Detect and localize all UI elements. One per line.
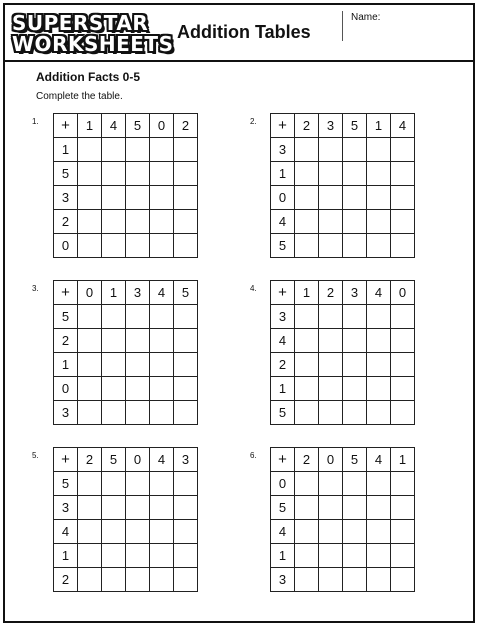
answer-cell[interactable] bbox=[150, 162, 174, 186]
answer-cell[interactable] bbox=[126, 162, 150, 186]
answer-cell[interactable] bbox=[150, 329, 174, 353]
answer-cell[interactable] bbox=[102, 496, 126, 520]
answer-cell[interactable] bbox=[150, 568, 174, 592]
answer-cell[interactable] bbox=[367, 377, 391, 401]
answer-cell[interactable] bbox=[343, 401, 367, 425]
table-row bbox=[271, 186, 415, 210]
answer-cell[interactable] bbox=[295, 234, 319, 258]
table-row bbox=[54, 568, 198, 592]
side-number: 1 bbox=[271, 162, 295, 186]
answer-cell[interactable] bbox=[295, 305, 319, 329]
table-row bbox=[271, 353, 415, 377]
answer-cell[interactable] bbox=[150, 186, 174, 210]
answer-cell[interactable] bbox=[102, 401, 126, 425]
answer-cell[interactable] bbox=[295, 186, 319, 210]
answer-cell[interactable] bbox=[174, 401, 198, 425]
answer-cell[interactable] bbox=[295, 544, 319, 568]
superstar-logo bbox=[12, 11, 174, 57]
answer-cell[interactable] bbox=[295, 377, 319, 401]
answer-cell[interactable] bbox=[343, 377, 367, 401]
answer-cell[interactable] bbox=[343, 353, 367, 377]
answer-cell[interactable] bbox=[126, 353, 150, 377]
answer-cell[interactable] bbox=[174, 210, 198, 234]
page-title: Addition Tables bbox=[177, 22, 311, 42]
side-number: 3 bbox=[271, 305, 295, 329]
answer-cell[interactable] bbox=[78, 305, 102, 329]
top-number: 4 bbox=[150, 448, 174, 472]
table-row bbox=[271, 472, 415, 496]
top-number: 0 bbox=[319, 448, 343, 472]
answer-cell[interactable] bbox=[319, 186, 343, 210]
answer-cell[interactable] bbox=[367, 329, 391, 353]
table-row bbox=[271, 234, 415, 258]
answer-cell[interactable] bbox=[343, 234, 367, 258]
table-row bbox=[271, 162, 415, 186]
answer-cell[interactable] bbox=[126, 138, 150, 162]
side-number: 3 bbox=[271, 568, 295, 592]
answer-cell[interactable] bbox=[150, 353, 174, 377]
problem-6-table bbox=[270, 447, 415, 592]
answer-cell[interactable] bbox=[391, 401, 415, 425]
top-number: 1 bbox=[391, 448, 415, 472]
answer-cell[interactable] bbox=[391, 138, 415, 162]
answer-cell[interactable] bbox=[102, 520, 126, 544]
answer-cell[interactable] bbox=[391, 568, 415, 592]
problem-5-table bbox=[53, 447, 198, 592]
answer-cell[interactable] bbox=[150, 496, 174, 520]
logo-line-1: SUPERSTAR bbox=[12, 11, 149, 35]
answer-cell[interactable] bbox=[391, 472, 415, 496]
table-row bbox=[271, 496, 415, 520]
answer-cell[interactable] bbox=[343, 520, 367, 544]
answer-cell[interactable] bbox=[102, 186, 126, 210]
header bbox=[5, 5, 473, 62]
answer-cell[interactable] bbox=[391, 377, 415, 401]
answer-cell[interactable] bbox=[126, 329, 150, 353]
answer-cell[interactable] bbox=[150, 305, 174, 329]
side-number: 3 bbox=[54, 401, 78, 425]
side-number: 4 bbox=[271, 329, 295, 353]
answer-cell[interactable] bbox=[367, 162, 391, 186]
problem-3-number: 3. bbox=[32, 284, 39, 293]
answer-cell[interactable] bbox=[126, 544, 150, 568]
answer-cell[interactable] bbox=[126, 568, 150, 592]
plus-sign: + bbox=[54, 114, 78, 138]
answer-cell[interactable] bbox=[391, 520, 415, 544]
answer-cell[interactable] bbox=[102, 377, 126, 401]
side-number: 1 bbox=[54, 353, 78, 377]
plus-sign: + bbox=[271, 281, 295, 305]
side-number: 1 bbox=[54, 544, 78, 568]
answer-cell[interactable] bbox=[78, 186, 102, 210]
answer-cell[interactable] bbox=[174, 186, 198, 210]
name-label: Name: bbox=[351, 12, 381, 23]
side-number: 0 bbox=[271, 472, 295, 496]
answer-cell[interactable] bbox=[319, 401, 343, 425]
side-number: 5 bbox=[271, 234, 295, 258]
table-row bbox=[271, 401, 415, 425]
table-row bbox=[54, 377, 198, 401]
answer-cell[interactable] bbox=[319, 568, 343, 592]
answer-cell[interactable] bbox=[319, 377, 343, 401]
name-field[interactable] bbox=[342, 11, 380, 41]
answer-cell[interactable] bbox=[102, 568, 126, 592]
answer-cell[interactable] bbox=[174, 496, 198, 520]
table-row bbox=[271, 520, 415, 544]
answer-cell[interactable] bbox=[319, 472, 343, 496]
answer-cell[interactable] bbox=[150, 520, 174, 544]
answer-cell[interactable] bbox=[78, 401, 102, 425]
table-row bbox=[271, 544, 415, 568]
answer-cell[interactable] bbox=[102, 329, 126, 353]
answer-cell[interactable] bbox=[295, 401, 319, 425]
answer-cell[interactable] bbox=[295, 520, 319, 544]
answer-cell[interactable] bbox=[319, 353, 343, 377]
answer-cell[interactable] bbox=[295, 568, 319, 592]
top-number: 5 bbox=[343, 448, 367, 472]
answer-cell[interactable] bbox=[174, 520, 198, 544]
table-row bbox=[271, 305, 415, 329]
answer-cell[interactable] bbox=[367, 520, 391, 544]
top-number: 2 bbox=[78, 448, 102, 472]
top-number: 3 bbox=[319, 114, 343, 138]
side-number: 3 bbox=[54, 186, 78, 210]
side-number: 5 bbox=[54, 305, 78, 329]
answer-cell[interactable] bbox=[102, 162, 126, 186]
answer-cell[interactable] bbox=[126, 472, 150, 496]
problem-1-table bbox=[53, 113, 198, 258]
top-number: 1 bbox=[367, 114, 391, 138]
answer-cell[interactable] bbox=[174, 305, 198, 329]
table-row bbox=[271, 377, 415, 401]
answer-cell[interactable] bbox=[391, 186, 415, 210]
logo-line-2: WORKSHEETS bbox=[12, 32, 174, 56]
answer-cell[interactable] bbox=[367, 186, 391, 210]
answer-cell[interactable] bbox=[343, 138, 367, 162]
answer-cell[interactable] bbox=[367, 496, 391, 520]
answer-cell[interactable] bbox=[78, 472, 102, 496]
answer-cell[interactable] bbox=[78, 162, 102, 186]
table-row bbox=[54, 353, 198, 377]
side-number: 1 bbox=[54, 138, 78, 162]
table-row bbox=[271, 210, 415, 234]
answer-cell[interactable] bbox=[174, 138, 198, 162]
answer-cell[interactable] bbox=[150, 544, 174, 568]
answer-cell[interactable] bbox=[367, 544, 391, 568]
answer-cell[interactable] bbox=[174, 377, 198, 401]
top-number: 1 bbox=[78, 114, 102, 138]
answer-cell[interactable] bbox=[150, 138, 174, 162]
top-number: 0 bbox=[78, 281, 102, 305]
side-number: 2 bbox=[54, 329, 78, 353]
answer-cell[interactable] bbox=[174, 568, 198, 592]
answer-cell[interactable] bbox=[367, 401, 391, 425]
top-number: 4 bbox=[150, 281, 174, 305]
answer-cell[interactable] bbox=[343, 496, 367, 520]
answer-cell[interactable] bbox=[102, 210, 126, 234]
side-number: 5 bbox=[271, 496, 295, 520]
instructions: Complete the table. bbox=[36, 91, 123, 102]
answer-cell[interactable] bbox=[319, 210, 343, 234]
answer-cell[interactable] bbox=[319, 234, 343, 258]
top-number: 4 bbox=[367, 448, 391, 472]
answer-cell[interactable] bbox=[367, 234, 391, 258]
answer-cell[interactable] bbox=[343, 544, 367, 568]
table-row bbox=[54, 401, 198, 425]
top-number: 2 bbox=[295, 114, 319, 138]
table-row bbox=[54, 162, 198, 186]
answer-cell[interactable] bbox=[78, 568, 102, 592]
side-number: 5 bbox=[54, 472, 78, 496]
side-number: 2 bbox=[271, 353, 295, 377]
answer-cell[interactable] bbox=[319, 496, 343, 520]
top-number: 4 bbox=[102, 114, 126, 138]
side-number: 0 bbox=[54, 377, 78, 401]
table-header-row bbox=[271, 114, 415, 138]
side-number: 5 bbox=[271, 401, 295, 425]
answer-cell[interactable] bbox=[150, 401, 174, 425]
table-row bbox=[54, 329, 198, 353]
answer-cell[interactable] bbox=[367, 568, 391, 592]
answer-cell[interactable] bbox=[174, 353, 198, 377]
answer-cell[interactable] bbox=[102, 353, 126, 377]
top-number: 3 bbox=[126, 281, 150, 305]
top-number: 2 bbox=[295, 448, 319, 472]
answer-cell[interactable] bbox=[78, 377, 102, 401]
side-number: 4 bbox=[54, 520, 78, 544]
answer-cell[interactable] bbox=[126, 186, 150, 210]
table-row bbox=[271, 329, 415, 353]
answer-cell[interactable] bbox=[343, 472, 367, 496]
table-header-row bbox=[54, 114, 198, 138]
plus-sign: + bbox=[54, 448, 78, 472]
answer-cell[interactable] bbox=[126, 305, 150, 329]
table-row bbox=[54, 472, 198, 496]
side-number: 2 bbox=[54, 210, 78, 234]
answer-cell[interactable] bbox=[319, 520, 343, 544]
plus-sign: + bbox=[54, 281, 78, 305]
answer-cell[interactable] bbox=[391, 496, 415, 520]
plus-sign: + bbox=[271, 114, 295, 138]
answer-cell[interactable] bbox=[343, 162, 367, 186]
problem-4-number: 4. bbox=[250, 284, 257, 293]
side-number: 4 bbox=[271, 210, 295, 234]
answer-cell[interactable] bbox=[150, 472, 174, 496]
top-number: 1 bbox=[295, 281, 319, 305]
table-header-row bbox=[54, 448, 198, 472]
answer-cell[interactable] bbox=[102, 138, 126, 162]
section-title: Addition Facts 0-5 bbox=[36, 70, 141, 84]
top-number: 5 bbox=[102, 448, 126, 472]
top-number: 5 bbox=[343, 114, 367, 138]
answer-cell[interactable] bbox=[391, 305, 415, 329]
table-header-row bbox=[271, 448, 415, 472]
answer-cell[interactable] bbox=[102, 544, 126, 568]
top-number: 1 bbox=[102, 281, 126, 305]
answer-cell[interactable] bbox=[295, 162, 319, 186]
plus-sign: + bbox=[271, 448, 295, 472]
answer-cell[interactable] bbox=[126, 401, 150, 425]
top-number: 5 bbox=[126, 114, 150, 138]
answer-cell[interactable] bbox=[78, 544, 102, 568]
answer-cell[interactable] bbox=[174, 472, 198, 496]
side-number: 2 bbox=[54, 568, 78, 592]
answer-cell[interactable] bbox=[102, 472, 126, 496]
side-number: 0 bbox=[271, 186, 295, 210]
top-number: 2 bbox=[174, 114, 198, 138]
answer-cell[interactable] bbox=[343, 210, 367, 234]
top-number: 3 bbox=[174, 448, 198, 472]
answer-cell[interactable] bbox=[295, 210, 319, 234]
answer-cell[interactable] bbox=[78, 329, 102, 353]
answer-cell[interactable] bbox=[319, 162, 343, 186]
side-number: 1 bbox=[271, 377, 295, 401]
answer-cell[interactable] bbox=[150, 210, 174, 234]
answer-cell[interactable] bbox=[319, 305, 343, 329]
answer-cell[interactable] bbox=[150, 234, 174, 258]
table-row bbox=[54, 544, 198, 568]
answer-cell[interactable] bbox=[150, 377, 174, 401]
table-header-row bbox=[271, 281, 415, 305]
answer-cell[interactable] bbox=[391, 353, 415, 377]
answer-cell[interactable] bbox=[126, 377, 150, 401]
answer-cell[interactable] bbox=[78, 234, 102, 258]
answer-cell[interactable] bbox=[102, 305, 126, 329]
table-row bbox=[271, 568, 415, 592]
table-row bbox=[54, 520, 198, 544]
table-row bbox=[54, 138, 198, 162]
answer-cell[interactable] bbox=[78, 138, 102, 162]
problem-1-number: 1. bbox=[32, 117, 39, 126]
answer-cell[interactable] bbox=[391, 234, 415, 258]
problem-4-table bbox=[270, 280, 415, 425]
table-row bbox=[54, 210, 198, 234]
problem-3-table bbox=[53, 280, 198, 425]
answer-cell[interactable] bbox=[295, 496, 319, 520]
answer-cell[interactable] bbox=[367, 353, 391, 377]
top-number: 0 bbox=[150, 114, 174, 138]
problem-2-table bbox=[270, 113, 415, 258]
answer-cell[interactable] bbox=[295, 138, 319, 162]
top-number: 0 bbox=[391, 281, 415, 305]
side-number: 5 bbox=[54, 162, 78, 186]
answer-cell[interactable] bbox=[174, 329, 198, 353]
answer-cell[interactable] bbox=[78, 210, 102, 234]
top-number: 5 bbox=[174, 281, 198, 305]
table-row bbox=[54, 496, 198, 520]
problem-5-number: 5. bbox=[32, 451, 39, 460]
top-number: 4 bbox=[367, 281, 391, 305]
answer-cell[interactable] bbox=[78, 496, 102, 520]
side-number: 3 bbox=[271, 138, 295, 162]
answer-cell[interactable] bbox=[319, 138, 343, 162]
answer-cell[interactable] bbox=[126, 496, 150, 520]
answer-cell[interactable] bbox=[126, 210, 150, 234]
table-row bbox=[54, 234, 198, 258]
answer-cell[interactable] bbox=[367, 472, 391, 496]
answer-cell[interactable] bbox=[343, 305, 367, 329]
answer-cell[interactable] bbox=[78, 353, 102, 377]
answer-cell[interactable] bbox=[102, 234, 126, 258]
answer-cell[interactable] bbox=[78, 520, 102, 544]
table-header-row bbox=[54, 281, 198, 305]
answer-cell[interactable] bbox=[391, 162, 415, 186]
answer-cell[interactable] bbox=[295, 472, 319, 496]
side-number: 1 bbox=[271, 544, 295, 568]
answer-cell[interactable] bbox=[174, 162, 198, 186]
side-number: 3 bbox=[54, 496, 78, 520]
answer-cell[interactable] bbox=[343, 329, 367, 353]
answer-cell[interactable] bbox=[126, 520, 150, 544]
problem-6-number: 6. bbox=[250, 451, 257, 460]
side-number: 4 bbox=[271, 520, 295, 544]
answer-cell[interactable] bbox=[367, 138, 391, 162]
table-row bbox=[271, 138, 415, 162]
table-row bbox=[54, 186, 198, 210]
answer-cell[interactable] bbox=[295, 353, 319, 377]
answer-cell[interactable] bbox=[391, 329, 415, 353]
table-row bbox=[54, 305, 198, 329]
answer-cell[interactable] bbox=[174, 234, 198, 258]
answer-cell[interactable] bbox=[174, 544, 198, 568]
answer-cell[interactable] bbox=[319, 329, 343, 353]
problem-2-number: 2. bbox=[250, 117, 257, 126]
answer-cell[interactable] bbox=[391, 544, 415, 568]
answer-cell[interactable] bbox=[126, 234, 150, 258]
answer-cell[interactable] bbox=[391, 210, 415, 234]
side-number: 0 bbox=[54, 234, 78, 258]
answer-cell[interactable] bbox=[367, 210, 391, 234]
answer-cell[interactable] bbox=[319, 544, 343, 568]
top-number: 4 bbox=[391, 114, 415, 138]
top-number: 2 bbox=[319, 281, 343, 305]
answer-cell[interactable] bbox=[367, 305, 391, 329]
answer-cell[interactable] bbox=[295, 329, 319, 353]
top-number: 3 bbox=[343, 281, 367, 305]
answer-cell[interactable] bbox=[343, 186, 367, 210]
answer-cell[interactable] bbox=[343, 568, 367, 592]
top-number: 0 bbox=[126, 448, 150, 472]
